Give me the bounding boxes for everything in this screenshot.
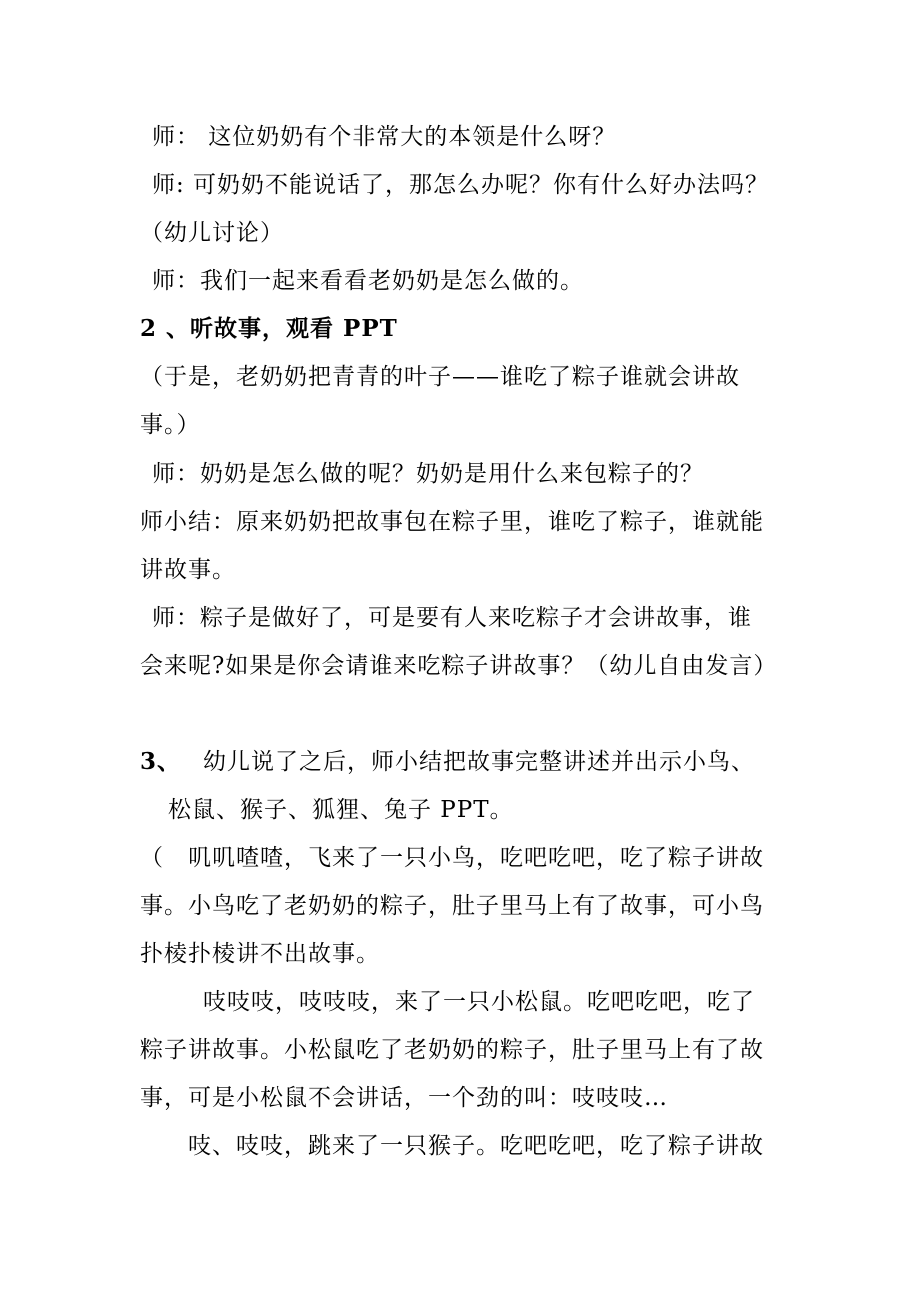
story-line: 事。小鸟吃了老奶奶的粽子，肚子里马上有了故事，可小鸟	[140, 893, 764, 919]
dialogue-line: 师: 可奶奶不能说话了，那怎么办呢？你有什么好办法吗？	[152, 172, 770, 198]
dialogue-line: 师：奶奶是怎么做的呢？奶奶是用什么来包粽子的？	[152, 461, 704, 487]
dialogue-line: 会来呢?如果是你会请谁来吃粽子讲故事？（幼儿自由发言）	[140, 653, 778, 679]
section-heading-3-cont: 松鼠、猴子、狐狸、兔子 PPT。	[168, 797, 514, 823]
dialogue-line: 师：我们一起来看看老奶奶是怎么做的。	[152, 268, 584, 294]
section-heading-3: 幼儿说了之后，师小结把故事完整讲述并出示小鸟、	[203, 749, 755, 775]
story-line: 事，可是小松鼠不会讲话，一个劲的叫：吱吱吱…	[140, 1085, 668, 1111]
section-number-3: 3、	[140, 748, 182, 775]
story-line: 扑棱扑棱讲不出故事。	[140, 941, 380, 967]
story-line: （ 叽叽喳喳，飞来了一只小鸟，吃吧吃吧，吃了粽子讲故	[140, 845, 764, 871]
story-line: 吱吱吱，吱吱吱，来了一只小松鼠。吃吧吃吧，吃了	[203, 989, 755, 1015]
section-heading-2: 2 、听故事，观看 PPT	[140, 315, 398, 342]
dialogue-line: 师：粽子是做好了，可是要有人来吃粽子才会讲故事，谁	[152, 605, 752, 631]
story-line: 粽子讲故事。小松鼠吃了老奶奶的粽子，肚子里马上有了故	[140, 1037, 764, 1063]
note-line: （幼儿讨论）	[140, 220, 284, 246]
dialogue-line: 师： 这位奶奶有个非常大的本领是什么呀？	[152, 124, 617, 150]
story-line: 吱、吱吱，跳来了一只猴子。吃吧吃吧，吃了粽子讲故	[188, 1133, 764, 1159]
summary-line: 师小结：原来奶奶把故事包在粽子里，谁吃了粽子，谁就能	[140, 509, 764, 535]
paragraph-line: （于是，老奶奶把青青的叶子——谁吃了粽子谁就会讲故	[140, 364, 740, 390]
summary-line: 讲故事。	[140, 557, 236, 583]
paragraph-line: 事。）	[140, 412, 201, 438]
